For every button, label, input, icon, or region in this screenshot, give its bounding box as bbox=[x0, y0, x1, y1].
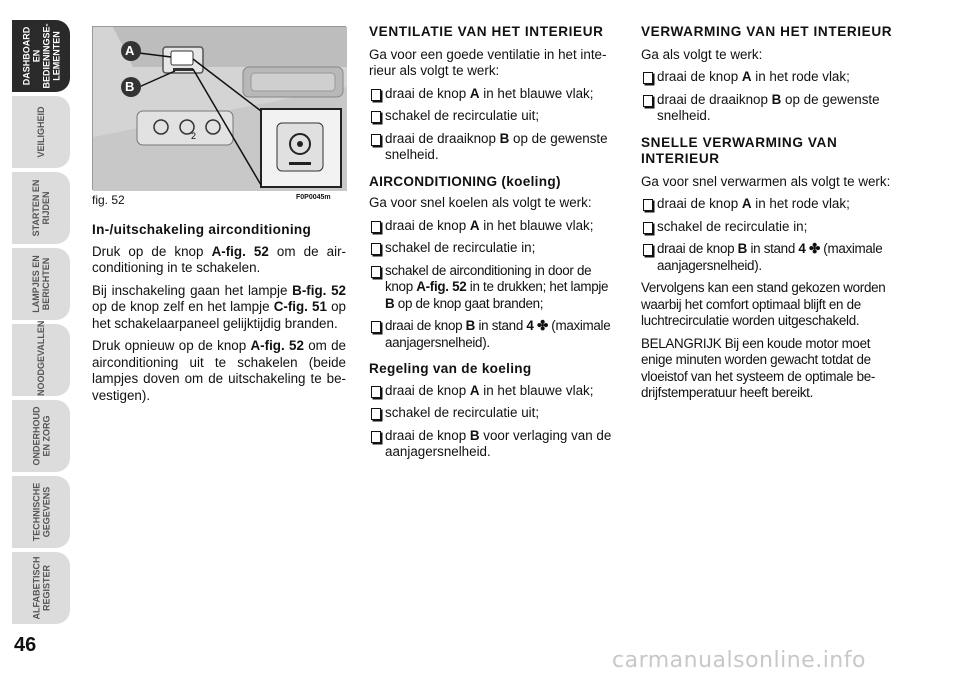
paragraph: Druk op de knop A-fig. 52 om de airconditioning in te schakelen. bbox=[92, 243, 347, 275]
list-snelle-verwarming bbox=[641, 196, 895, 274]
figure-code: F0P0045m bbox=[296, 194, 331, 201]
list-item: draai de knop A in het blauwe vlak; bbox=[369, 383, 620, 400]
paragraph: Druk opnieuw op de knop A-fig. 52 om de airconditioning uit te schakelen (beide lampjes doven om de uitschakeling te bevestigen). bbox=[92, 338, 346, 403]
paragraph: BELANGRIJK Bij een koude motor moet enige minuten worden gewacht totdat de vloeistof van het systeem de optimale bedrijfstemperatuur heeft bereikt. bbox=[641, 335, 876, 400]
heading-verwarming: VERWARMING VAN HET INTERIEUR bbox=[641, 24, 893, 39]
list-item: schakel de recirculatie uit; bbox=[369, 405, 620, 422]
figure-caption: fig. 52 bbox=[92, 193, 125, 207]
paragraph: Ga voor een goede ventilatie in het interieur als volgt te werk: bbox=[369, 46, 607, 78]
list-item: draai de knop B voor verlaging van de aanjagersnelheid. bbox=[369, 428, 620, 461]
list-item: draai de draaiknop B op de gewenste snelheid. bbox=[369, 131, 620, 164]
tab-dashboard[interactable]: DASHBOARD EN BEDIENINGSE- LEMENTEN bbox=[12, 20, 70, 92]
list-item: schakel de airconditioning in door de knop A-fig. 52 in te drukken; het lampje B op de knop gaat branden; bbox=[369, 263, 620, 313]
list-item: draai de draaiknop B op de gewenste snelheid. bbox=[641, 92, 895, 125]
fan-icon: ✤ bbox=[808, 241, 820, 256]
paragraph: Ga voor snel koelen als volgt te werk: bbox=[369, 195, 592, 210]
list-item: draai de knop A in het rode vlak; bbox=[641, 69, 895, 86]
fan-icon: ✤ bbox=[536, 318, 548, 333]
tab-register[interactable]: ALFABETISCH REGISTER bbox=[12, 552, 70, 624]
list-airconditioning bbox=[369, 218, 620, 352]
heading-airconditioning: AIRCONDITIONING (koeling) bbox=[369, 173, 561, 189]
tab-starten[interactable]: STARTEN EN RIJDEN bbox=[12, 172, 70, 244]
heading-regeling: Regeling van de koeling bbox=[369, 361, 532, 376]
list-item: draai de knop A in het blauwe vlak; bbox=[369, 86, 620, 103]
list-item: schakel de recirculatie in; bbox=[641, 219, 895, 236]
heading-snelle-verwarming: SNELLE VERWARMING VAN INTERIEUR bbox=[641, 134, 838, 166]
label-b: B bbox=[125, 79, 135, 94]
list-item: draai de knop B in stand 4 ✤ (maximale aanjagersnelheid). bbox=[641, 241, 895, 274]
heading-ventilatie: VENTILATIE VAN HET INTERIEUR bbox=[369, 24, 604, 39]
column-3 bbox=[641, 24, 895, 408]
watermark: carmanualsonline.info bbox=[612, 648, 866, 673]
column-2 bbox=[369, 24, 620, 467]
tab-lampjes[interactable]: LAMPJES EN BERICHTEN bbox=[12, 248, 70, 320]
list-regeling bbox=[369, 383, 620, 461]
list-item: schakel de recirculatie uit; bbox=[369, 108, 620, 125]
paragraph: Bij inschakeling gaan het lampje B-fig. 52 op de knop zelf en het lampje C-fig. 51 op het schakelaarpaneel gelijktijdig branden. bbox=[92, 282, 347, 331]
list-item: draai de knop A in het blauwe vlak; bbox=[369, 218, 620, 235]
label-a: A bbox=[125, 43, 135, 58]
list-ventilatie bbox=[369, 86, 620, 164]
figure-52 bbox=[92, 26, 346, 190]
heading-ac-onoff: In-/uitschakeling airconditioning bbox=[92, 222, 312, 237]
list-item: draai de knop A in het rode vlak; bbox=[641, 196, 895, 213]
tab-noodgevallen[interactable]: NOODGEVALLEN bbox=[12, 324, 70, 396]
section-sidebar bbox=[0, 0, 72, 677]
icon-count: 2 bbox=[191, 131, 197, 141]
page-number: 46 bbox=[14, 634, 37, 656]
list-verwarming bbox=[641, 69, 895, 125]
paragraph: Ga voor snel verwarmen als volgt te werk: bbox=[641, 173, 891, 189]
tab-onderhoud[interactable]: ONDERHOUD EN ZORG bbox=[12, 400, 70, 472]
tab-veiligheid[interactable]: VEILIGHEID bbox=[12, 96, 70, 168]
column-1 bbox=[92, 222, 346, 410]
paragraph: Ga als volgt te werk: bbox=[641, 46, 763, 62]
list-item: schakel de recirculatie in; bbox=[369, 240, 620, 257]
tab-technische[interactable]: TECHNISCHE GEGEVENS bbox=[12, 476, 70, 548]
paragraph: Vervolgens kan een stand gekozen worden waarbij het comfort optimaal blijft en de luchtrecirculatie worden uitgeschakeld. bbox=[641, 280, 886, 328]
list-item: draai de knop B in stand 4 ✤ (maximale aanjagersnelheid). bbox=[369, 318, 620, 351]
